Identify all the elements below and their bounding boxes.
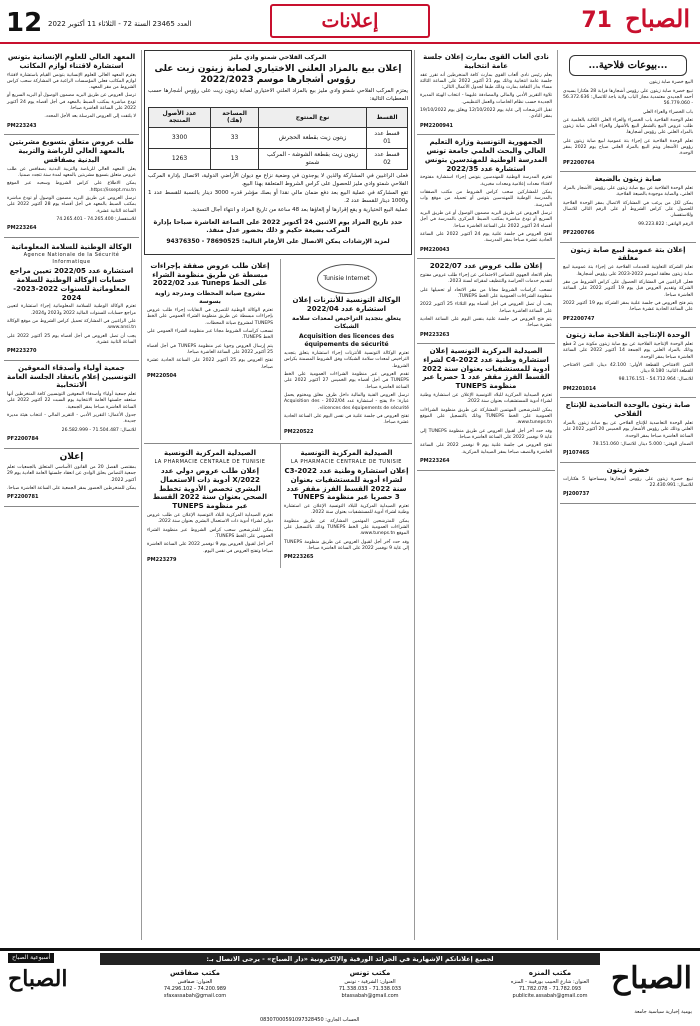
ad-reference: PM223279 [147,556,177,563]
ad-reference: PM223270 [7,348,37,355]
ad-reference: PM220522 [284,428,314,435]
agency-logo-fr: Agence Nationale de la Sécurité Informatique [23,252,120,265]
ad-body [284,351,409,427]
office-block [110,969,280,1000]
ad-block [560,50,696,172]
ad-paragraph: للاتصال: 71.504.487 - 26.582.999 [61,427,136,433]
ad-body [563,80,693,158]
ad-body [420,273,552,330]
pharmacy-logo-fr: LA PHARMACIE CENTRALE DE TUNISIE [291,458,402,465]
ad-paragraph: جدول الأعمال: التقرير الأدبي - التقرير المالي - انتخاب هيئة مديرة جديدة. [7,413,136,425]
ad-paragraph: تعلم الوحدة الإنتاجية الفلاحية عن بيع صابة زيتون مكونة من 2 قطع وذلك بالمزاد العلني يوم الجمعة 14 أكتوبر 2022 على الساعة العاشرة صباحا بمقر الوحدة. [563,341,693,360]
ad-body [420,393,552,456]
ad-paragraph: تقبل الترشحات إلى غاية يوم 12/10/2022 ويغلق يوم 19/10/2022 بمقر النادي. [420,108,552,120]
ad-title: صابة زيتون بالضيعة [594,175,662,184]
table-cell: 13 [211,149,259,170]
column-divider [414,50,415,940]
column-divider [141,50,142,940]
ad-paragraph: ترسل العروض الفنية والمالية داخل ظرف مغلق ومختوم يحمل عبارة: «لا يفتح - استشارة عدد 2022/04 - Acquisition des licences des équipements de sécurité». [284,393,409,411]
ad-block [560,172,696,242]
pharmacy-logo-ar: الصيدلية المركزية التونسية [164,449,256,458]
ad-body [147,308,273,371]
ad-paragraph: تفتح العروض في جلسة علنية يوم 24 أكتوبر 2022 على الساعة الحادية عشرة صباحا بمقر المدرسة. [420,232,552,244]
ad-title: إعلان طلب عروض دولي عدد 2022/X أدوية ذات الاستعمال البشري تخصص الأدوية تخطط الصحي بعنوان سنة 2022 القسط عبر منظومة TUNEPS [152,467,268,511]
office-line: العنوان: صفاقس [177,978,213,985]
ad-title: الجمهورية التونسية وزارة التعليم العالي والبحث العلمي جامعة تونس المدرسة الوطنية للمهندسين بتونس استشارة عدد 2022/35 [424,138,548,173]
ad-block [560,398,696,462]
ad-title: الوحدة الإنتاجية الفلاحية صابة زيتون [566,331,690,340]
ad-block [560,328,696,398]
table-header-cell: القسط [367,107,408,128]
ad-body [563,477,693,490]
table-cell: 1263 [149,149,211,170]
ad-paragraph: يمكن للمترشحين المهتمين المشاركة عن طريق منظومة الشراءات العمومية على الخط TUNEPS وذلك بالتسجيل على الموقع www.tuneps.tn. [284,518,409,537]
pharmacy-c3-ad [280,444,412,568]
ad-title: خضرة زيتون [606,465,650,474]
ad-paragraph: بمقتضى الفصل 20 من القانون الأساسي المتعلق بالجمعيات تعلم جمعية التضامن بحلق الوادي عن انعقاد جلستها العامة العادية يوم 29 أكتوبر 2022. [7,464,136,483]
office-block [465,969,635,1000]
ad-paragraph: تبيع خضرة زيتون على رؤوس أشجارها ومساحتها 5 هكتارات للاتصال: 22.430.991 [563,476,693,488]
ad-paragraph: يتم فتح العروض في جلسة علنية بمقر الشركة يوم 19 أكتوبر 2022 على الساعة الحادية عشرة صباحا. [563,300,693,313]
ad-paragraph: تعلم الوحدة الفلاحية باب الخضراء والعراء العلي الكائنة بالعلمية عن طلب عروض البيع بالشطر البيع بالأشهار والعراء العلي صابة زيتون بالمزاد العلني على رؤوس أشجارها. [563,117,693,136]
ad-paragraph: ترسل العروض عن طريق البريد مضمون الوصول أو البريد السريع أو تودع مباشرة بمكتب الضبط بالمعهد في أجل أقصاه يوم 24 أكتوبر 2022 على الساعة العاشرة صباحا. [7,93,137,112]
pharmacy-logo-ar: الصيدلية المركزية التونسية [300,449,393,458]
column-notices [417,50,555,940]
ad-body [420,175,552,244]
ad-reference: PJ200737 [563,491,590,498]
ad-paragraph: يجب أن تصل العروض في أجل أقصاه يوم الثلاثاء 25 أكتوبر 2022 على الساعة العاشرة صباحا. [420,302,552,314]
ad-paragraph: تسحب كراسات الشروط مجانا عبر منظومة الشراء العمومي على الخط TUNEPS. [147,329,273,341]
ad-body [420,73,552,121]
ad-paragraph: عملية البيع الختيارية و يقع إقرارها أو إلغاؤها بعد 48 ساعة من تاريخ المزاد و انتهاء آجال التسديد. [190,207,408,214]
ad-paragraph: البيع خضرة صابة زيتون [649,80,693,86]
weekly-logo: الصباح [8,966,68,992]
ad-subtitle: يتعلق بتجديد التراخيص لمعدات سلامة الشبكات [291,315,402,331]
newspaper-logo: الصباح [625,4,690,33]
ad-block [4,50,139,135]
ad-paragraph: فعلى الراغبين في المشاركة والذين لا يوجدون في وضعية نزاع مع ديوان الأراضي الدولية، الاتصال بإدارة المركب الفلاحي شمتو وادي مليز للحصول على كراس الشروط المتعلقة بهذا البيع. [148,173,408,187]
ad-paragraph: يمكن للمنخرطين الحضور بمقر الجمعية على الساعة العاشرة صباحا. [7,485,136,491]
internet-agency-ad [280,259,412,440]
office-line: العنوان: الشرقية - تونس [344,978,396,985]
ad-title: الصيدلية المركزية التونسية إعلان استشارة وطنية عدد 2022-C4 لشراء أدوية للمستشفيات بعنوان سنة 2022 القسط الفرز مقفر عدد 1 حصريا عبر منظومة TUNEPS [422,347,550,391]
column-divider [557,50,558,940]
ad-title: إعلان بتة عمومية لبيع صابة زيتون مغلقة [570,245,686,263]
ad-paragraph: تعلم الوحدة الفلاحية عن إجراء بتة عمومية لبيع صابة زيتون على رؤوس الأشجار ويتم البيع بالمزاد العلني صباح يوم 2022 بمقر الوحدة. [563,138,693,157]
ad-paragraph: يمكن للمترشحين المهتمين المشاركة عن طريق منظومة الشراءات العمومية على الخط TUNEPS وذلك بالتسجيل على الموقع www.tuneps.tn. [420,407,552,426]
ad-reference: PF2200747 [563,315,595,322]
ad-subtitle: مشروع صيانة المحطات ومدرجة زاوية بسوسة [154,290,266,306]
office-name: مكتب المنزه [528,969,572,977]
ad-paragraph: تعتزم الصيدلية المركزية للبلاد التونسية الإعلان عن استشارة وطنية لشراء أدوية للمستشفيات بعنوان سنة 2022. [284,504,409,516]
office-line: btassabah@gmail.com [341,992,399,999]
pharmacy-intl-ad [144,444,276,568]
lots-table [148,107,408,170]
footer-tagline: يومية إخبارية سياسية جامعة [634,1009,692,1015]
ad-paragraph: للاتصال: 54.712.964 - 98.176.151 [618,377,693,383]
office-line: العنوان: شارع الحبيب بورقيبة - المنزه [510,978,590,985]
office-line: publicite.assabah@gmail.com [512,992,588,999]
ad-body [7,304,136,346]
table-header-cell: عدد الأصول المنتجة [149,107,211,128]
ad-paragraph: تلاوة التقرير الأدبي والمالي والمصادقة عليهما - انتخاب الهيئة المديرة الجديدة حسب نظام الخاصات والعمل التنظيمي. [420,93,552,105]
ad-paragraph: تعلم الوحدة التعاضدية للإنتاج الفلاحي عن بيع صابة زيتون بالمزاد العلني وذلك على رؤوس الأشجار يوم الخميس 20 أكتوبر 2022 على الساعة العاشرة صباحا بمقر الوحدة. [563,420,693,439]
ad-paragraph: لا يلتفت إلى العروض المرسلة بعد الأجل المحدد. [44,114,136,120]
ad-title: نادي ألعاب القوى بمارث إعلان جلسة عامة انتخابية [423,53,549,70]
ad-body [563,342,693,384]
ad-reference: PJ107465 [563,450,590,457]
ad-paragraph: تعلم الوحدة الفلاحية عن بيع صابة زيتون على رؤوس الأشجار بالمزاد العلني، والصابة موجودة بالضيعة الفلاحية. [563,186,693,198]
ad-paragraph: الرقم الهاتفي: 99.223.822 [638,221,693,227]
ad-title: جمعية أولياء وأصدقاء المعوقين التونسيين إعلام بانعقاد الجلسة العامة الانتخابية [7,363,136,390]
ad-reference: PM2201014 [563,385,596,392]
table-cell: 3300 [149,128,211,149]
office-line: 74.200.989 - 74.296.102 [163,985,227,992]
office-line: 71.338.033 - 71.338.033 [338,985,402,992]
table-header-cell: نوع المنتوج [259,107,367,128]
section-heading: ...بيوعات فلاحية... [569,55,687,76]
table-cell: زيتون زيت بقطعة الشوشة - المركب شمتو [259,149,367,170]
ad-block [4,238,139,361]
column-tenders [144,50,412,940]
ad-paragraph: تعتزم الوكالة الوطنية للسلامة المعلوماتية إجراء استشارة لتعيين مراجع حسابات للسنوات المالية 2022 و2023 و2024. [7,304,136,316]
auction-date: حدد تاريخ المزاد يوم الاثنين 24 أكتوبر 2022 على الساعة العاشرة صباحا بإدارة المركب بضيعة حكيم و ذلك بحضور عدل منفذ. [153,217,403,235]
ad-paragraph: يجب أن تصل العروض في أجل أقصاه يوم 25 أكتوبر 2022 على الساعة الثانية عشرة. [7,333,136,345]
ad-block [4,361,139,449]
table-cell: زيتون زيت بقطعة الحجرش [259,128,367,149]
ad-title: الوكالة التونسية للأنترنات إعلان استشارة عدد 2022/04 [292,295,401,313]
ad-paragraph: تفتح العروض في جلسة علنية يوم 9 نوفمبر 2022 على الساعة العاشرة والنصف صباحا بمقر الصيدلية المركزية. [420,443,553,455]
ad-block [417,344,555,470]
ad-reference: PM223264 [420,457,450,464]
page-number: 12 [6,8,43,38]
pharmacy-logo [284,449,409,465]
office-line: 71.782.093 - 71.782.078 [518,985,582,992]
ad-paragraph: تعلم جمعية أولياء وأصدقاء المعوقين التونسيين كافة المنخرطين أنها ستعقد جلستها العامة الانتخابية يوم السبت 22 أكتوبر 2022 على الساعة العاشرة صباحا بمقر الجمعية. [7,392,136,410]
ad-reference: PM223243 [7,122,37,129]
olive-auction-ad [144,50,412,255]
contact-numbers: لمزيد الإرشادات يمكن الاتصال على الأرقام التالية: 78690525 - 94376350 [166,238,390,246]
section-title: إعلانات [270,4,430,38]
pharmacy-logo [147,449,273,465]
ad-paragraph: فعلى الراغبين في المشاركة الحصول على كراس الشروط من مقر الشركة وتقديم العروض قبل يوم 19 أكتوبر 2022 على الساعة العاشرة صباحا. [563,279,693,298]
ad-block [4,449,139,507]
ad-paragraph: تسحب كراسات الشروط مجانا من مقر الاتحاد أو تحميلها على منظومة الشراءات العمومية على الخط TUNEPS. [420,287,552,299]
ad-paragraph: يعلم الاتحاد الجهوي للتضامن الاجتماعي عن إجراء طلب عروض مفتوح لتقديم خدمات الحراسة والتنظيف لمقراته لسنة 2023. [420,273,552,285]
ad-paragraph: تعتزم المدرسة الوطنية للمهندسين بتونس إجراء استشارة مفتوحة لاقتناء معدات إعلامية ومعدات مخبرية. [420,175,552,187]
table-cell: 33 [211,128,259,149]
office-name: مكتب تونس [349,969,391,977]
ad-reference: PM223263 [420,331,450,338]
agency-logo-ar: الوكالة الوطنية للسلامة المعلوماتية [11,242,132,251]
column-agricultural-sales [560,50,696,940]
table-row [149,149,408,170]
ad-block [4,135,139,237]
agency-logo [7,243,136,265]
table-cell: قسط عدد 01 [367,128,408,149]
ad-title: إعلان طلب عروض صفقة بإجراءات مبسطة عن طريق منظومة الشراء على الخط Tuneps عدد 2022/02 [150,261,270,288]
page-footer [0,948,700,1026]
ad-reference: PF2200781 [7,494,39,501]
ad-body [148,173,408,215]
ad-paragraph: ترسل العروض عن طريق البريد مضمون الوصول أو تودع مباشرة بمكتب الضبط بالمعهد في أجل أقصاه يوم 28 أكتوبر 2022 على الساعة الثانية عشرة. [7,195,136,214]
ad-title: استشارة عدد 2022/05 تعيين مراجع حسابات الوكالة الوطنية للسلامة المعلوماتية للسنوات 2022-2023-2024 [9,267,134,302]
ad-block [560,463,696,504]
ad-paragraph: الثمن الافتتاحي للقطعة الأولى: 42.100 دينار، الثمن الافتتاحي للقطعة الثانية: 8.180 دينار. [563,362,693,375]
table-cell: قسط عدد 02 [367,149,408,170]
ad-subtitle: المركب الفلاحي شمتو وادي مليز [229,54,327,61]
ad-paragraph: آخر أجل لقبول العروض يوم 9 نوفمبر 2022 على الساعة العاشرة صباحا وتفتح العروض في نفس اليوم. [147,542,273,554]
office-name: مكتب صفاقس [169,969,221,977]
logo-number: 71 [581,8,612,33]
ad-paragraph: للاستفسار: 74.265.400 - 74.265.401 [56,216,136,222]
ad-title: طلب عروض متعلق بتسويغ مشربتين بالمعهد العالي للرياضة والتربية البدنية بصفاقس [9,138,134,164]
ad-paragraph: تبيع خضرة صابة زيتون على رؤوس أشجارها قرابة 28 هكتارا بسيدي أحمد الجديدي معتمدية مجاز الباب ولاية باجة للاتصال: 56.372.636 - 56.779.060 [563,88,693,107]
page-header [0,0,700,44]
ad-title: المعهد العالي للعلوم الإنسانية بتونس استشارة لاقتناء لوازم المكاتب [7,53,136,70]
ad-body [563,421,693,448]
ad-title: إعلان بيع بالمزاد العلني الاختياري لصابة زيتون زيت على رؤوس أشجارها موسم 2022/2023 [154,63,402,86]
ad-lead: يعتزم المركب الفلاحي شمتو وادي مليز بيع بالمزاد العلني الاختياري لصابة زيتون زيت على رؤوس أشجارها حسب المعطيات التالية: [148,88,408,102]
ad-paragraph: تقدم العروض عبر منظومة الشراءات العمومية على الخط TUNEPS في أجل أقصاه يوم الخميس 27 أكتوبر 2022 على الساعة العاشرة صباحا. [284,372,409,390]
pharmacy-row [144,443,412,568]
ad-paragraph: تعلم الشركة التعاونية للخدمات الفلاحية عن إجراء بتة عمومية لبيع صابة زيتون مغلقة لموسم 2022-2023 على رؤوس أشجارها. [563,265,693,277]
ad-body [7,167,136,224]
office-block [285,969,455,1000]
ad-paragraph: وقد حدد آخر أجل لقبول العروض عن طريق منظومة TUNEPS إلى غاية 9 نوفمبر 2022 على الساعة العاشرة صباحا. [284,539,409,552]
tender-row [144,259,412,440]
ad-paragraph: تفتح العروض في جلسة علنية في نفس اليوم على الساعة الحادية عشرة صباحا. [284,414,409,426]
ad-title: صابة زيتون بالوحدة التعاضدية للإنتاج الفلاحي [565,401,691,419]
ad-paragraph: وقد حدد آخر أجل لقبول العروض عن طريق منظومة TUNEPS إلى غاية 9 نوفمبر 2022 على الساعة العاشرة صباحا. [420,428,553,440]
ad-paragraph: باب الخضراء والعراء العلي [642,109,693,115]
ad-title: إعلان [59,451,84,462]
ad-paragraph: تعتزم الوكالة الوطنية للتصرف في النفايات إجراء طلب عروض بإجراءات مبسطة عن طريق منظومة الشراء العمومي على الخط TUNEPS لمشروع صيانة المحطات. [147,308,273,326]
ad-block [417,50,555,135]
ad-body [284,504,409,552]
ad-reference: PF2200766 [563,230,595,237]
ad-body [7,73,136,121]
weekly-tag: أسبوعية الصباح [8,953,54,963]
ad-paragraph: تفتح العروض يوم 25 أكتوبر 2022 على الساعة الحادية عشرة صباحا. [147,358,273,370]
ad-paragraph: يعلم رئيس نادي ألعاب القوى بمارث كافة المنخرطين أنه تقرر عقد جلسة عامة انتخابية وذلك يوم 21 أكتوبر 2022 على الساعة الثالثة مساء بدار الثقافة بمارث وذلك طبقا لجدول الأعمال التالي: [420,72,552,91]
ad-block [417,259,555,344]
ad-subtitle-fr: Acquisition des licences des équipements de sécurité [298,333,395,349]
ad-reference: PF2200764 [563,159,595,166]
ad-body [7,465,136,492]
ad-body [563,265,693,313]
bank-account: الحساب الجاري: 08307000591097328450 [260,1017,360,1023]
agency-logo-icon: Tunisie Internet [317,264,377,294]
table-row [149,128,408,149]
ad-paragraph: يمكن الاطلاع على كراس الشروط وسحبه عبر الموقع https://issept.rnu.tn. [7,181,136,193]
waste-agency-ad [144,259,276,440]
ad-body [7,392,136,434]
ad-reference: PF2200784 [7,436,39,443]
ad-paragraph: يعلن المعهد العالي للرياضة والتربية البدنية بصفاقس عن طلب عروض متعلق بتسويغ مشربتين بالمعهد لمدة سنة تتجدد ضمنيا. [7,166,136,178]
ad-paragraph: يمكن للمترشحين سحب كراس الشروط عبر منظومة الشراء العمومي على الخط TUNEPS. [147,527,273,539]
table-header-cell: المساحة (هك) [211,107,259,128]
ads-contact-banner: لجميع إعلاناتكم الإشهارية في الجرائد الورقية والإلكترونية «دار الصباح» - يرجى الاتصال بـ: [100,953,600,965]
ad-reference: PM223265 [284,554,314,561]
ad-paragraph: يمكن للمشاركين سحب كراس الشروط من مكتب الصفقات بالمدرسة الوطنية للمهندسين بتونس أو تحميله من موقع واب المدرسة. [420,190,552,208]
ad-paragraph: تقع المشاركة في عملية البيع بعد دفع ضمان مالي نقدا أو بصك مؤشر قدره 3000 دينار بالنسبة للقسط عدد 1 و1000 دينار للقسط عدد 2. [148,190,408,204]
ad-paragraph: الضمان الوقتي: 5.000 دينار. للاتصال: 78.151.060 [592,441,693,447]
ad-reference: PM223264 [7,225,37,232]
ad-paragraph: تعتزم الوكالة التونسية للأنترنات إجراء استشارة يتعلق بتجديد التراخيص لمعدات سلامة الشبكات وفق الشروط المضمنة بكراس الشروط. [284,351,409,369]
ad-paragraph: يتم إرسال العروض وجوبا عبر منظومة TUNEPS في أجل أقصاه 25 أكتوبر 2022 على الساعة العاشرة صباحا. [147,343,274,355]
ad-title: إعلان استشارة وطنية عدد 2022-C3 لشراء أدوية للمستشفيات بعنوان سنة 2022 القسط الفرز مقفر عدد 3 حصريا عبر منظومة TUNEPS [284,467,409,502]
ad-paragraph: يعتزم المعهد العالي للعلوم الإنسانية بتونس القيام باستشارة لاقتناء لوازم المكاتب فعلى المؤسسات الراغبة في المشاركة سحب كراس الشروط من مقر المعهد. [7,72,136,91]
column-institutions [4,50,139,940]
ad-reference: PM220504 [147,372,177,379]
ad-title: إعلان طلب عروض عدد 2022/07 [429,262,543,271]
ad-paragraph: تعتزم الصيدلية المركزية للبلاد التونسية الإعلان عن استشارة وطنية لشراء أدوية للمستشفيات بعنوان سنة 2022. [420,392,552,405]
ad-block [560,243,696,328]
ad-paragraph: تعتزم الصيدلية المركزية للبلاد التونسية الإعلان عن طلب عروض دولي لشراء أدوية ذات الاستعمال البشري بعنوان سنة 2022. [147,512,273,525]
ad-block [417,135,555,259]
ad-body [147,513,273,555]
pharmacy-logo-fr: LA PHARMACIE CENTRALE DE TUNISIE [154,458,266,465]
footer-logo: الصباح [610,961,692,996]
ad-body [563,186,693,228]
ad-reference: PM220043 [420,246,450,253]
office-line: sfaxassabah@gmail.com [163,992,227,999]
issue-line: العدد 23465 السنة 72 - الثلاثاء 11 أكتوبر 2022 [48,20,192,28]
ad-paragraph: على الراغبين في المشاركة تحميل كراس الشروط من موقع الوكالة www.ansi.tn. [7,318,136,331]
ad-reference: PM2200941 [420,122,453,129]
ad-paragraph: يمكن لكل من يرغب في المشاركة الاتصال بمقر الوحدة الفلاحية للحصول على كراس الشروط أو على الرقم التالي للاتصال وللاستفسار. [563,200,693,219]
ad-paragraph: يتم فتح العروض في جلسة علنية بنفس اليوم على الساعة الحادية عشرة صباحا. [420,316,552,329]
ad-paragraph: ترسل العروض عن طريق البريد مضمون الوصول أو عن طريق البريد السريع أو تودع مباشرة بمكتب الضبط المركزي بالمدرسة في أجل أقصاه 24 أكتوبر 2022 على الساعة العاشرة صباحا. [420,211,552,229]
